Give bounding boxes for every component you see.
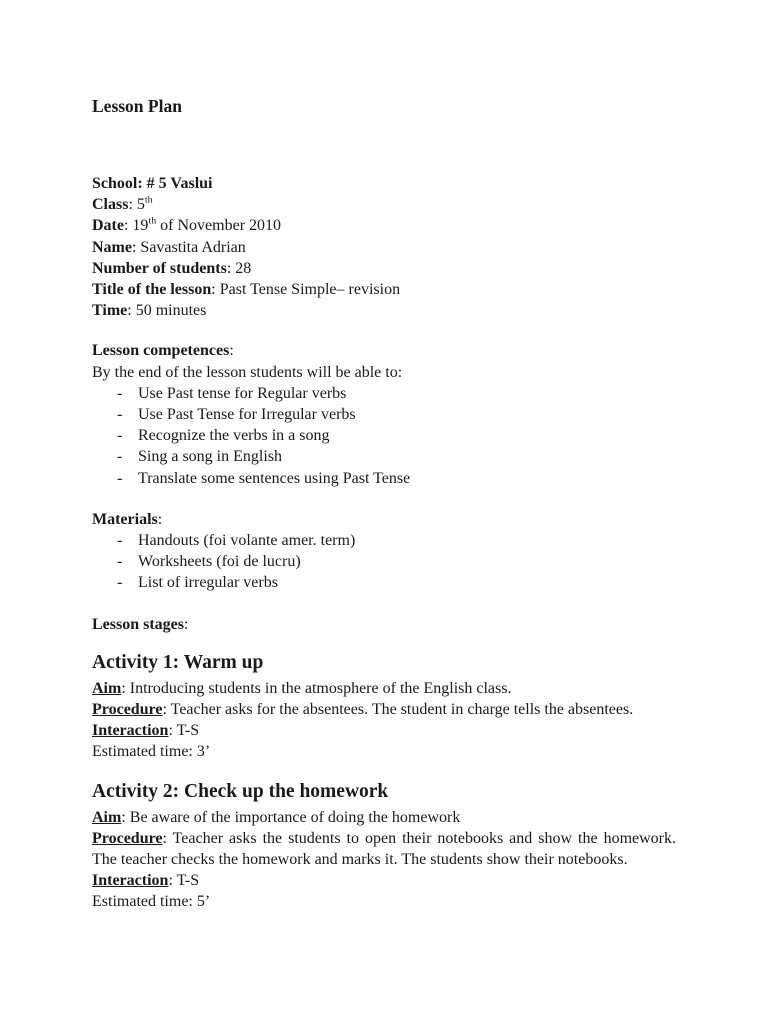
competences-heading: Lesson competences: bbox=[92, 342, 234, 360]
meta-line-name: Name: Savastita Adrian bbox=[92, 238, 246, 256]
materials-section bbox=[92, 509, 676, 594]
meta-line-time: Time: 50 minutes bbox=[92, 302, 207, 320]
activity-2-aim: Aim: Be aware of the importance of doing the homework bbox=[92, 808, 461, 826]
list-item-text: Worksheets (foi de lucru) bbox=[138, 553, 301, 571]
competences-section bbox=[92, 340, 676, 488]
meta-line-date: Date: 19th of November 2010 bbox=[92, 216, 282, 235]
activity-2-heading: Activity 2: Check up the homework bbox=[92, 780, 389, 802]
activity-1-section bbox=[92, 650, 676, 763]
list-item bbox=[92, 404, 676, 425]
list-item bbox=[92, 572, 676, 593]
bullet-dash: - bbox=[117, 469, 123, 487]
activity-1-heading: Activity 1: Warm up bbox=[92, 651, 264, 673]
list-item bbox=[92, 446, 676, 467]
list-item-text: Use Past Tense for Irregular verbs bbox=[138, 406, 356, 424]
list-item-text: Recognize the verbs in a song bbox=[138, 427, 330, 445]
list-item-text: List of irregular verbs bbox=[138, 574, 278, 592]
list-item bbox=[92, 551, 676, 572]
activity-2-interaction: Interaction: T-S bbox=[92, 872, 200, 890]
activity-1-estimated-time: Estimated time: 3’ bbox=[92, 743, 211, 761]
activity-1-aim: Aim: Introducing students in the atmosphere of the English class. bbox=[92, 679, 512, 697]
bullet-dash: - bbox=[117, 427, 123, 445]
list-item bbox=[92, 530, 676, 551]
bullet-dash: - bbox=[117, 553, 123, 571]
list-item bbox=[92, 468, 676, 489]
bullet-dash: - bbox=[117, 448, 123, 466]
activity-2-section bbox=[92, 779, 676, 913]
list-item-text: Translate some sentences using Past Tense bbox=[138, 469, 411, 487]
bullet-dash: - bbox=[117, 532, 123, 550]
meta-line-lesson-title: Title of the lesson: Past Tense Simple– revision bbox=[92, 281, 401, 299]
competences-intro: By the end of the lesson students will be able to: bbox=[92, 363, 403, 381]
list-item-text: Use Past tense for Regular verbs bbox=[138, 384, 347, 402]
activity-1-interaction: Interaction: T-S bbox=[92, 722, 200, 740]
bullet-dash: - bbox=[117, 574, 123, 592]
list-item-text: Sing a song in English bbox=[138, 448, 283, 466]
list-item bbox=[92, 425, 676, 446]
lesson-stages-heading: Lesson stages: bbox=[92, 615, 189, 633]
activity-2-procedure: Procedure: Teacher asks the students to open their notebooks and show the homework. The teacher checks the homework and marks it. The students show their notebooks. bbox=[92, 829, 676, 869]
activity-2-estimated-time: Estimated time: 5’ bbox=[92, 893, 211, 911]
materials-heading: Materials: bbox=[92, 510, 163, 528]
meta-line-students: Number of students: 28 bbox=[92, 259, 252, 277]
bullet-dash: - bbox=[117, 406, 123, 424]
meta-block bbox=[92, 173, 676, 321]
list-item-text: Handouts (foi volante amer. term) bbox=[138, 532, 356, 550]
bullet-dash: - bbox=[117, 384, 123, 402]
activity-1-procedure: Procedure: Teacher asks for the absentees. The student in charge tells the absentees. bbox=[92, 701, 634, 719]
meta-line-school: School: # 5 Vaslui bbox=[92, 175, 213, 192]
document-title: Lesson Plan bbox=[92, 96, 182, 116]
meta-line-class: Class: 5th bbox=[92, 194, 153, 214]
list-item bbox=[92, 383, 676, 404]
